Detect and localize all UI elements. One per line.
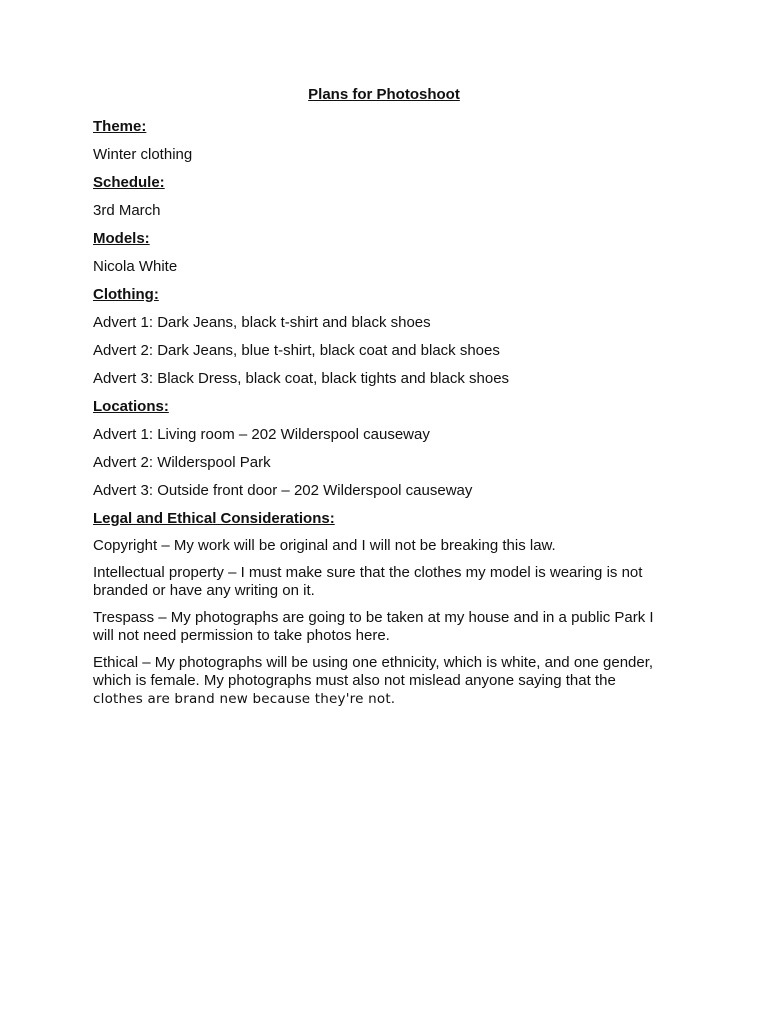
locations-heading: Locations: xyxy=(93,398,169,415)
ethical-text-continued: clothes are brand new because they're not. xyxy=(93,691,396,707)
ethical-paragraph xyxy=(93,654,678,708)
schedule-heading: Schedule: xyxy=(93,174,165,191)
clothing-advert-2: Advert 2: Dark Jeans, blue t-shirt, black coat and black shoes xyxy=(93,342,500,359)
clothing-advert-1: Advert 1: Dark Jeans, black t-shirt and black shoes xyxy=(93,314,431,331)
document-title: Plans for Photoshoot xyxy=(308,86,460,103)
models-value: Nicola White xyxy=(93,258,178,275)
models-heading: Models: xyxy=(93,230,150,247)
trespass-paragraph: Trespass – My photographs are going to be taken at my house and in a public Park I will not need permission to take photos here. xyxy=(93,609,654,644)
schedule-value: 3rd March xyxy=(93,202,161,219)
clothing-advert-3: Advert 3: Black Dress, black coat, black tights and black shoes xyxy=(93,370,510,387)
theme-heading: Theme: xyxy=(93,118,147,135)
theme-value: Winter clothing xyxy=(93,146,193,163)
location-advert-3: Advert 3: Outside front door – 202 Wilderspool causeway xyxy=(93,482,473,499)
copyright-paragraph: Copyright – My work will be original and I will not be breaking this law. xyxy=(93,537,556,554)
legal-heading: Legal and Ethical Considerations: xyxy=(93,510,335,527)
location-advert-1: Advert 1: Living room – 202 Wilderspool causeway xyxy=(93,426,430,443)
location-advert-2: Advert 2: Wilderspool Park xyxy=(93,454,271,471)
clothing-heading: Clothing: xyxy=(93,286,159,303)
ethical-text: Ethical – My photographs will be using one ethnicity, which is white, and one gender, which is female. My photographs must also not mislead anyone saying that the xyxy=(93,654,654,689)
intellectual-property-paragraph: Intellectual property – I must make sure that the clothes my model is wearing is not branded or have any writing on it. xyxy=(93,564,643,599)
